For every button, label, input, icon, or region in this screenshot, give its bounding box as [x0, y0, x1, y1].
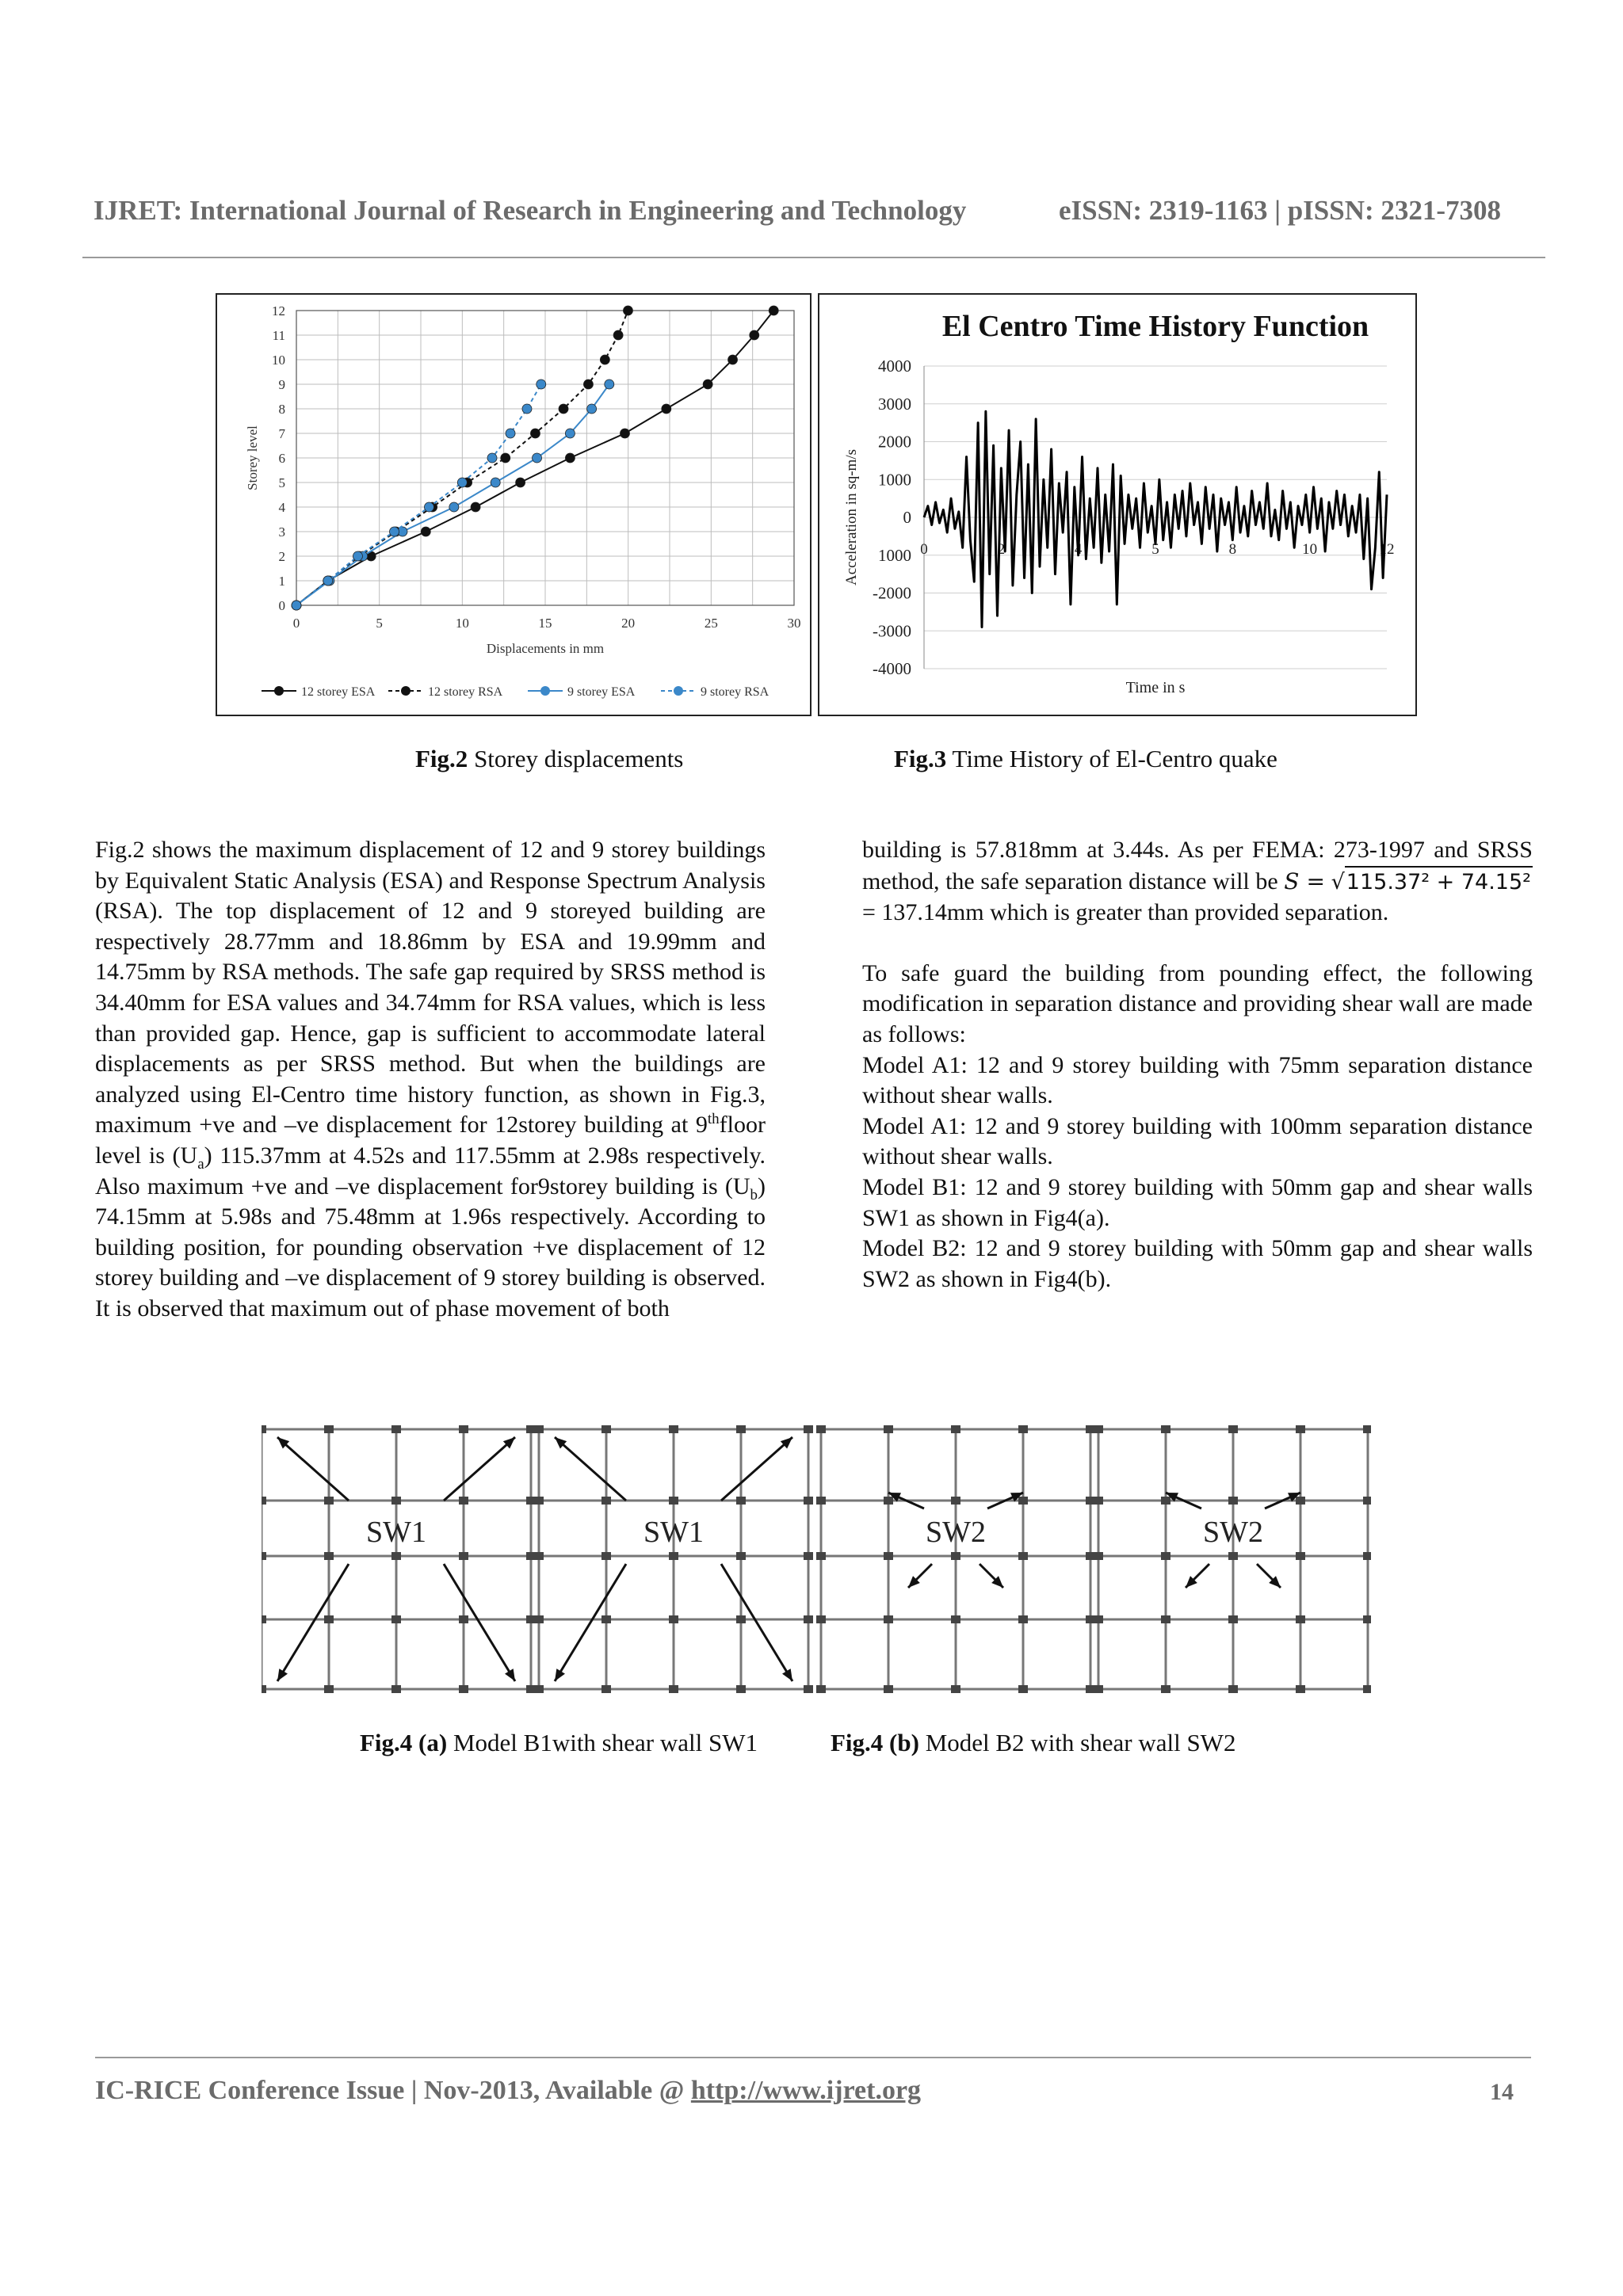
- column-node: [669, 1685, 678, 1693]
- storey-displacement-chart: [216, 293, 812, 716]
- left-text-c: ) 115.37mm at 4.52s and 117.55mm at 2.98s respectively. Also maximum +ve and –ve displacement for9storey building is (U: [95, 1142, 766, 1199]
- y-tick-label: 7: [278, 426, 285, 441]
- column-node: [951, 1685, 960, 1693]
- data-point: [565, 429, 575, 438]
- fig4b-caption: [831, 1729, 1235, 1757]
- column-node: [459, 1615, 468, 1623]
- column-node: [669, 1615, 678, 1623]
- x-tick-label: 10: [1302, 541, 1318, 558]
- right-column: [862, 835, 1533, 1295]
- x-tick-label: 8: [1228, 541, 1237, 558]
- column-node: [1228, 1497, 1238, 1505]
- x-axis-label: Time in s: [1125, 679, 1186, 696]
- data-point: [703, 379, 712, 389]
- column-node: [816, 1425, 826, 1433]
- column-node: [601, 1552, 611, 1560]
- left-sub-b: b: [750, 1186, 758, 1203]
- column-node: [816, 1497, 826, 1505]
- plan-panel: [262, 1425, 536, 1693]
- data-point: [583, 379, 593, 389]
- column-node: [324, 1552, 334, 1560]
- column-node: [1363, 1425, 1371, 1433]
- data-point: [449, 502, 459, 512]
- data-point: [522, 404, 532, 414]
- column-node: [804, 1497, 813, 1505]
- column-node: [1094, 1552, 1103, 1560]
- column-node: [262, 1685, 266, 1693]
- column-node: [1296, 1615, 1305, 1623]
- column-node: [262, 1497, 266, 1505]
- fig3-caption-text: Time History of El-Centro quake: [946, 745, 1277, 772]
- y-tick-label: 1000: [878, 470, 911, 490]
- y-tick-label: 0: [903, 508, 911, 527]
- fig2-caption-text: Storey displacements: [468, 745, 684, 772]
- right-paragraph-1: building is 57.818mm at 3.44s. As per FEMA: 273-1997 and SRSS method, the safe separation distance will be S = √115.37² + 74.15² = 137.14mm which is greater than provided separation.: [862, 837, 1533, 926]
- column-node: [669, 1425, 678, 1433]
- shear-wall-label: SW2: [1203, 1516, 1263, 1549]
- data-point: [487, 453, 497, 463]
- y-tick-label: 4: [278, 500, 285, 515]
- y-axis-label: Storey level: [245, 425, 260, 490]
- column-node: [1228, 1685, 1238, 1693]
- column-node: [1228, 1615, 1238, 1623]
- column-node: [324, 1685, 334, 1693]
- y-tick-label: 11: [272, 328, 285, 343]
- plan-panel: [816, 1425, 1095, 1693]
- x-tick-label: 5: [376, 616, 383, 631]
- column-node: [951, 1497, 960, 1505]
- column-node: [534, 1615, 544, 1623]
- issn-header: eISSN: 2319-1163 | pISSN: 2321-7308: [1059, 195, 1502, 226]
- series-line: [296, 384, 541, 605]
- data-point: [613, 330, 623, 340]
- column-node: [736, 1615, 746, 1623]
- fig4b-caption-label: Fig.4 (b): [831, 1729, 919, 1756]
- column-node: [884, 1425, 893, 1433]
- data-point: [565, 453, 575, 463]
- wall-arrow: [444, 1437, 515, 1501]
- column-node: [736, 1497, 746, 1505]
- footer-link[interactable]: http://www.ijret.org: [690, 2076, 922, 2105]
- model-item: Model B2: 12 and 9 storey building with 50mm gap and shear walls SW2 as shown in Fig4(b).: [862, 1235, 1533, 1292]
- column-node: [1094, 1497, 1103, 1505]
- column-node: [804, 1685, 813, 1693]
- data-point: [501, 453, 510, 463]
- fig2-caption: [415, 745, 683, 773]
- legend-marker: [674, 686, 683, 696]
- wall-arrow: [721, 1564, 792, 1681]
- wall-arrow: [277, 1564, 349, 1681]
- y-tick-label: 6: [278, 451, 285, 466]
- y-tick-label: 9: [278, 377, 285, 392]
- y-tick-label: 3000: [878, 394, 911, 414]
- fig4a-caption: [360, 1729, 758, 1757]
- column-node: [1161, 1552, 1170, 1560]
- y-tick-label: 1: [278, 574, 285, 589]
- separation-equation-lhs: S =: [1284, 868, 1325, 894]
- data-point: [457, 478, 467, 487]
- right-paragraph-2: To safe guard the building from pounding effect, the following modification in separation distance and providing shear wall are made as follows:: [862, 959, 1533, 1047]
- column-node: [534, 1425, 544, 1433]
- data-point: [662, 404, 671, 414]
- column-node: [459, 1685, 468, 1693]
- column-node: [324, 1615, 334, 1623]
- footer-left: IC-RICE Conference Issue | Nov-2013, Available @: [95, 2076, 691, 2105]
- legend-marker: [401, 686, 411, 696]
- right-text-b: = 137.14mm which is greater than provided separation.: [862, 899, 1389, 926]
- data-point: [292, 601, 301, 610]
- legend-label: 9 storey RSA: [701, 685, 769, 699]
- column-node: [816, 1552, 826, 1560]
- data-point: [353, 551, 362, 561]
- data-point: [769, 306, 778, 315]
- x-tick-label: 30: [787, 616, 801, 631]
- left-paragraph: [95, 835, 766, 1325]
- y-tick-label: -3000: [873, 621, 911, 641]
- column-node: [391, 1425, 401, 1433]
- left-sup-th: th: [707, 1111, 720, 1128]
- data-point: [516, 478, 525, 487]
- legend-label: 12 storey RSA: [428, 685, 503, 699]
- data-point: [620, 429, 629, 438]
- left-column: [95, 835, 766, 1325]
- column-node: [1161, 1497, 1170, 1505]
- column-node: [534, 1552, 544, 1560]
- data-point: [471, 502, 480, 512]
- x-tick-label: 2: [997, 541, 1006, 558]
- column-node: [884, 1552, 893, 1560]
- column-node: [816, 1615, 826, 1623]
- column-node: [1094, 1425, 1103, 1433]
- data-point: [600, 355, 609, 364]
- column-node: [884, 1497, 893, 1505]
- column-node: [391, 1552, 401, 1560]
- fig4b-caption-text: Model B2 with shear wall SW2: [918, 1729, 1236, 1756]
- column-node: [804, 1615, 813, 1623]
- wall-arrow: [555, 1437, 626, 1501]
- shear-wall-label: SW1: [643, 1516, 704, 1549]
- column-node: [1296, 1552, 1305, 1560]
- page-number: 14: [1490, 2079, 1514, 2105]
- column-node: [324, 1425, 334, 1433]
- legend-marker: [274, 686, 284, 696]
- column-node: [951, 1615, 960, 1623]
- fig4a-caption-label: Fig.4 (a): [360, 1729, 448, 1756]
- data-point: [605, 379, 614, 389]
- model-item: Model B1: 12 and 9 storey building with 50mm gap and shear walls SW1 as shown in Fig4(a).: [862, 1173, 1533, 1231]
- column-node: [601, 1425, 611, 1433]
- right-text-a: building is 57.818mm at 3.44s. As per FEMA: 273-1997 and SRSS method, the safe separation distance will be: [862, 837, 1533, 894]
- column-node: [1018, 1685, 1028, 1693]
- data-point: [728, 355, 738, 364]
- column-node: [324, 1497, 334, 1505]
- data-point: [421, 527, 430, 536]
- y-tick-label: 10: [272, 353, 285, 368]
- y-tick-label: 3: [278, 524, 285, 540]
- column-node: [1094, 1685, 1103, 1693]
- column-node: [1161, 1425, 1170, 1433]
- footer-text: [95, 2076, 921, 2106]
- x-tick-label: 0: [920, 541, 928, 558]
- data-point: [424, 502, 433, 512]
- data-point: [390, 527, 399, 536]
- column-node: [816, 1685, 826, 1693]
- column-node: [669, 1552, 678, 1560]
- plan-panel: [1094, 1425, 1371, 1693]
- shear-wall-label: SW2: [926, 1516, 986, 1549]
- header-rule: [82, 257, 1545, 258]
- x-tick-label: 12: [1379, 541, 1395, 558]
- column-node: [1296, 1425, 1305, 1433]
- legend-marker: [540, 686, 550, 696]
- column-node: [804, 1425, 813, 1433]
- column-node: [1363, 1615, 1371, 1623]
- fig3-caption-label: Fig.3: [894, 745, 947, 772]
- el-centro-plot: [819, 295, 1415, 715]
- column-node: [1161, 1615, 1170, 1623]
- column-node: [601, 1615, 611, 1623]
- data-point: [587, 404, 597, 414]
- plan-panel: [534, 1425, 813, 1693]
- storey-displacement-plot: [217, 295, 810, 715]
- column-node: [1296, 1497, 1305, 1505]
- column-node: [1228, 1425, 1238, 1433]
- column-node: [262, 1615, 266, 1623]
- column-node: [1018, 1615, 1028, 1623]
- column-node: [736, 1552, 746, 1560]
- column-node: [1161, 1685, 1170, 1693]
- data-point: [533, 453, 542, 463]
- x-tick-label: 25: [704, 616, 718, 631]
- x-tick-label: 15: [538, 616, 552, 631]
- data-point: [506, 429, 515, 438]
- column-node: [736, 1685, 746, 1693]
- journal-header: IJRET: International Journal of Research in Engineering and Technology: [94, 195, 967, 226]
- y-tick-label: -2000: [873, 583, 911, 603]
- y-tick-label: 2000: [878, 432, 911, 452]
- column-node: [459, 1552, 468, 1560]
- column-node: [391, 1685, 401, 1693]
- column-node: [1363, 1497, 1371, 1505]
- column-node: [1018, 1497, 1028, 1505]
- column-node: [1363, 1552, 1371, 1560]
- column-node: [951, 1552, 960, 1560]
- data-point: [537, 379, 546, 389]
- shear-wall-plans: [262, 1421, 1371, 1699]
- column-node: [1018, 1552, 1028, 1560]
- fig3-caption: [894, 745, 1277, 773]
- data-point: [323, 576, 333, 585]
- column-node: [951, 1425, 960, 1433]
- column-node: [884, 1685, 893, 1693]
- wall-arrow: [444, 1564, 515, 1681]
- column-node: [884, 1615, 893, 1623]
- y-tick-label: 12: [272, 303, 285, 318]
- shear-wall-label: SW1: [366, 1516, 426, 1549]
- data-point: [559, 404, 568, 414]
- column-node: [534, 1497, 544, 1505]
- x-tick-label: 20: [621, 616, 636, 631]
- x-tick-label: 0: [292, 616, 300, 631]
- fig4a-caption-text: Model B1with shear wall SW1: [447, 1729, 758, 1756]
- model-item: Model A1: 12 and 9 storey building with 75mm separation distance without shear walls.: [862, 1051, 1533, 1109]
- wall-arrow: [277, 1437, 349, 1501]
- wall-arrow: [721, 1437, 792, 1501]
- column-node: [669, 1497, 678, 1505]
- column-node: [1094, 1615, 1103, 1623]
- fig2-caption-label: Fig.2: [415, 745, 468, 772]
- column-node: [601, 1685, 611, 1693]
- column-node: [262, 1425, 266, 1433]
- data-point: [750, 330, 759, 340]
- data-point: [530, 429, 540, 438]
- column-node: [534, 1685, 544, 1693]
- left-text-a: Fig.2 shows the maximum displacement of 12 and 9 storey buildings by Equivalent Static Analysis (ESA) and Response Spectrum Analysis (RSA). The top displacement of 12 and 9 storeyed building are respectively 28.77mm and 18.86mm by ESA and 19.99mm and 14.75mm by RSA methods. The safe gap required by SRSS method is 34.40mm for ESA values and 34.74mm for RSA values, which is less than provided gap. Hence, gap is sufficient to accommodate lateral displacements as per SRSS method. But when the buildings are analyzed using El-Centro time history function, as shown in Fig.3, maximum +ve and –ve displacement for 12storey building at 9: [95, 837, 766, 1138]
- legend-label: 9 storey ESA: [567, 685, 636, 699]
- model-item: Model A1: 12 and 9 storey building with 100mm separation distance without shear walls.: [862, 1112, 1533, 1170]
- y-tick-label: -4000: [873, 659, 911, 678]
- y-tick-label: 5: [278, 475, 285, 490]
- column-node: [1363, 1685, 1371, 1693]
- column-node: [804, 1552, 813, 1560]
- column-node: [459, 1497, 468, 1505]
- column-node: [391, 1497, 401, 1505]
- x-tick-label: 10: [455, 616, 469, 631]
- separation-equation-sqrt: 115.37² + 74.15²: [1345, 866, 1533, 898]
- y-axis-label: Acceleration in sq-m/s: [843, 448, 860, 586]
- column-node: [459, 1425, 468, 1433]
- column-node: [601, 1497, 611, 1505]
- wall-arrow: [555, 1564, 626, 1681]
- column-node: [391, 1615, 401, 1623]
- column-node: [262, 1552, 266, 1560]
- column-node: [1296, 1685, 1305, 1693]
- column-node: [736, 1425, 746, 1433]
- data-point: [491, 478, 500, 487]
- x-axis-label: Displacements in mm: [486, 641, 605, 656]
- acceleration-series: [924, 411, 1387, 627]
- chart-title: El Centro Time History Function: [941, 310, 1369, 343]
- y-tick-label: 2: [278, 549, 285, 564]
- y-tick-label: 0: [278, 598, 285, 613]
- data-point: [623, 306, 632, 315]
- legend-label: 12 storey ESA: [301, 685, 376, 699]
- y-tick-label: 4000: [878, 357, 911, 376]
- y-tick-label: 1000: [878, 545, 911, 565]
- el-centro-chart: [818, 293, 1417, 716]
- footer-rule: [95, 2057, 1531, 2058]
- left-text-b: floor level is (U: [95, 1112, 766, 1169]
- x-tick-label: 5: [1151, 541, 1159, 558]
- left-text-d: ) 74.15mm at 5.98s and 75.48mm at 1.96s respectively. According to building position, for pounding observation +ve displacement of 12 storey building and –ve displacement of 9 storey building is observed. It is observed that maximum out of phase movement of both: [95, 1173, 766, 1322]
- x-tick-label: 4: [1074, 541, 1083, 558]
- column-node: [1018, 1425, 1028, 1433]
- y-tick-label: 8: [278, 402, 285, 417]
- column-node: [1228, 1552, 1238, 1560]
- left-sub-a: a: [197, 1155, 204, 1173]
